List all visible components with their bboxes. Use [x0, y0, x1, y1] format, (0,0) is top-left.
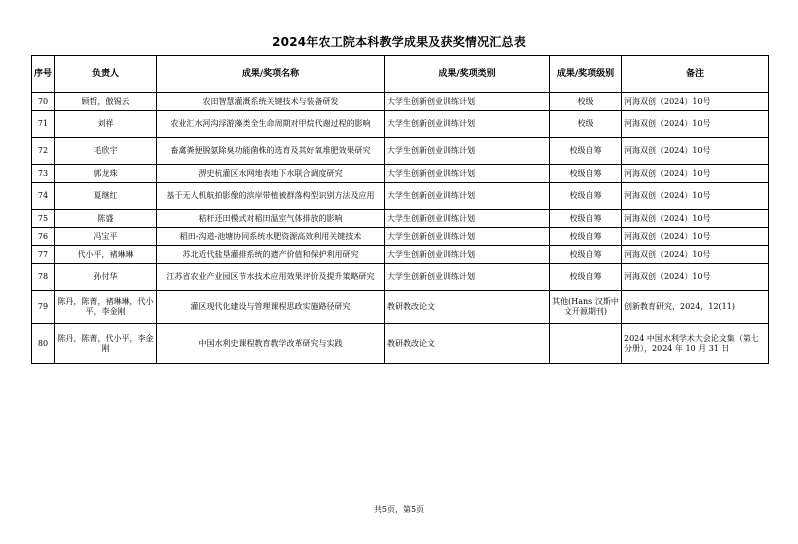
cell-category: 教研教改论文 — [385, 324, 550, 364]
cell-category: 大学生创新创业训练计划 — [385, 183, 550, 210]
header-lead: 负责人 — [55, 56, 157, 93]
cell-level: 校级自筹 — [550, 183, 622, 210]
cell-category: 大学生创新创业训练计划 — [385, 228, 550, 246]
header-level: 成果/奖项级别 — [550, 56, 622, 93]
cell-name: 苏北近代盐垦灌排系统的遗产价值和保护利用研究 — [157, 246, 385, 264]
table-row — [32, 246, 769, 264]
cell-lead: 刘祥 — [55, 111, 157, 138]
cell-level — [550, 324, 622, 364]
cell-index: 74 — [32, 183, 55, 210]
cell-note: 河海双创（2024）10号 — [622, 111, 769, 138]
cell-level: 校级自筹 — [550, 138, 622, 165]
cell-index: 78 — [32, 264, 55, 291]
cell-lead: 陈丹，陈菁，代小平，李金刚 — [55, 324, 157, 364]
cell-index: 70 — [32, 93, 55, 111]
cell-category: 大学生创新创业训练计划 — [385, 93, 550, 111]
cell-name: 稻田-沟道-池塘协同系统水肥资源高效利用关键技术 — [157, 228, 385, 246]
header-category: 成果/奖项类别 — [385, 56, 550, 93]
cell-index: 73 — [32, 165, 55, 183]
cell-level: 校级自筹 — [550, 165, 622, 183]
table-row — [32, 228, 769, 246]
cell-index: 71 — [32, 111, 55, 138]
cell-category: 大学生创新创业训练计划 — [385, 210, 550, 228]
cell-note: 河海双创（2024）10号 — [622, 228, 769, 246]
table-row — [32, 291, 769, 324]
cell-lead: 陈盛 — [55, 210, 157, 228]
cell-index: 72 — [32, 138, 55, 165]
cell-index: 75 — [32, 210, 55, 228]
cell-lead: 夏继红 — [55, 183, 157, 210]
cell-note: 河海双创（2024）10号 — [622, 210, 769, 228]
cell-lead: 毛欣宇 — [55, 138, 157, 165]
cell-name: 畜禽粪便脱氨除臭功能菌株的选育及其好氧堆肥效果研究 — [157, 138, 385, 165]
page-footer: 共5页，第5页 — [373, 505, 425, 514]
header-name: 成果/奖项名称 — [157, 56, 385, 93]
cell-lead: 陈丹，陈菁，褚琳琳，代小平，李金刚 — [55, 291, 157, 324]
cell-level: 校级自筹 — [550, 228, 622, 246]
cell-note: 河海双创（2024）10号 — [622, 246, 769, 264]
cell-lead: 郭龙珠 — [55, 165, 157, 183]
awards-summary-table — [31, 55, 769, 364]
cell-index: 77 — [32, 246, 55, 264]
cell-name: 淠史杭灌区水网地表地下水联合调度研究 — [157, 165, 385, 183]
cell-category: 大学生创新创业训练计划 — [385, 246, 550, 264]
document-title: 2024年农工院本科教学成果及获奖情况汇总表 — [272, 35, 526, 49]
cell-note: 2024 中国水利学术大会论文集（第七分册），2024 年 10 月 31 日 — [622, 324, 769, 364]
cell-category: 教研教改论文 — [385, 291, 550, 324]
table-row — [32, 165, 769, 183]
header-index: 序号 — [32, 56, 55, 93]
table-header-row — [32, 56, 769, 93]
cell-name: 农田智慧灌溉系统关键技术与装备研发 — [157, 93, 385, 111]
table-row — [32, 111, 769, 138]
cell-index: 76 — [32, 228, 55, 246]
header-note: 备注 — [622, 56, 769, 93]
table-row — [32, 183, 769, 210]
cell-note: 河海双创（2024）10号 — [622, 138, 769, 165]
cell-level: 校级自筹 — [550, 210, 622, 228]
table-row — [32, 138, 769, 165]
cell-level: 校级 — [550, 111, 622, 138]
table-row — [32, 264, 769, 291]
cell-level: 校级 — [550, 93, 622, 111]
cell-note: 河海双创（2024）10号 — [622, 165, 769, 183]
cell-note: 创新教育研究，2024，12(11) — [622, 291, 769, 324]
table-row — [32, 210, 769, 228]
cell-name: 灌区现代化建设与管理课程思政实施路径研究 — [157, 291, 385, 324]
cell-note: 河海双创（2024）10号 — [622, 264, 769, 291]
cell-name: 秸秆还田模式对稻田温室气体排放的影响 — [157, 210, 385, 228]
cell-note: 河海双创（2024）10号 — [622, 183, 769, 210]
cell-index: 79 — [32, 291, 55, 324]
cell-level: 校级自筹 — [550, 246, 622, 264]
cell-note: 河海双创（2024）10号 — [622, 93, 769, 111]
cell-lead: 代小平，褚琳琳 — [55, 246, 157, 264]
cell-name: 农业汇水河沟浮游藻类全生命周期对甲烷代谢过程的影响 — [157, 111, 385, 138]
cell-lead: 顾哲，傲锡云 — [55, 93, 157, 111]
cell-lead: 孙付华 — [55, 264, 157, 291]
cell-lead: 冯宝平 — [55, 228, 157, 246]
cell-level: 其他(Hans 汉斯中文开源期刊) — [550, 291, 622, 324]
cell-index: 80 — [32, 324, 55, 364]
cell-category: 大学生创新创业训练计划 — [385, 138, 550, 165]
cell-name: 江苏省农业产业园区节水技术应用效果评价及提升策略研究 — [157, 264, 385, 291]
cell-category: 大学生创新创业训练计划 — [385, 111, 550, 138]
table-row — [32, 93, 769, 111]
cell-name: 中国水利史课程教育教学改革研究与实践 — [157, 324, 385, 364]
cell-name: 基于无人机航拍影像的滨岸带植被群落构型识别方法及应用 — [157, 183, 385, 210]
cell-category: 大学生创新创业训练计划 — [385, 264, 550, 291]
cell-category: 大学生创新创业训练计划 — [385, 165, 550, 183]
table-row — [32, 324, 769, 364]
cell-level: 校级自筹 — [550, 264, 622, 291]
